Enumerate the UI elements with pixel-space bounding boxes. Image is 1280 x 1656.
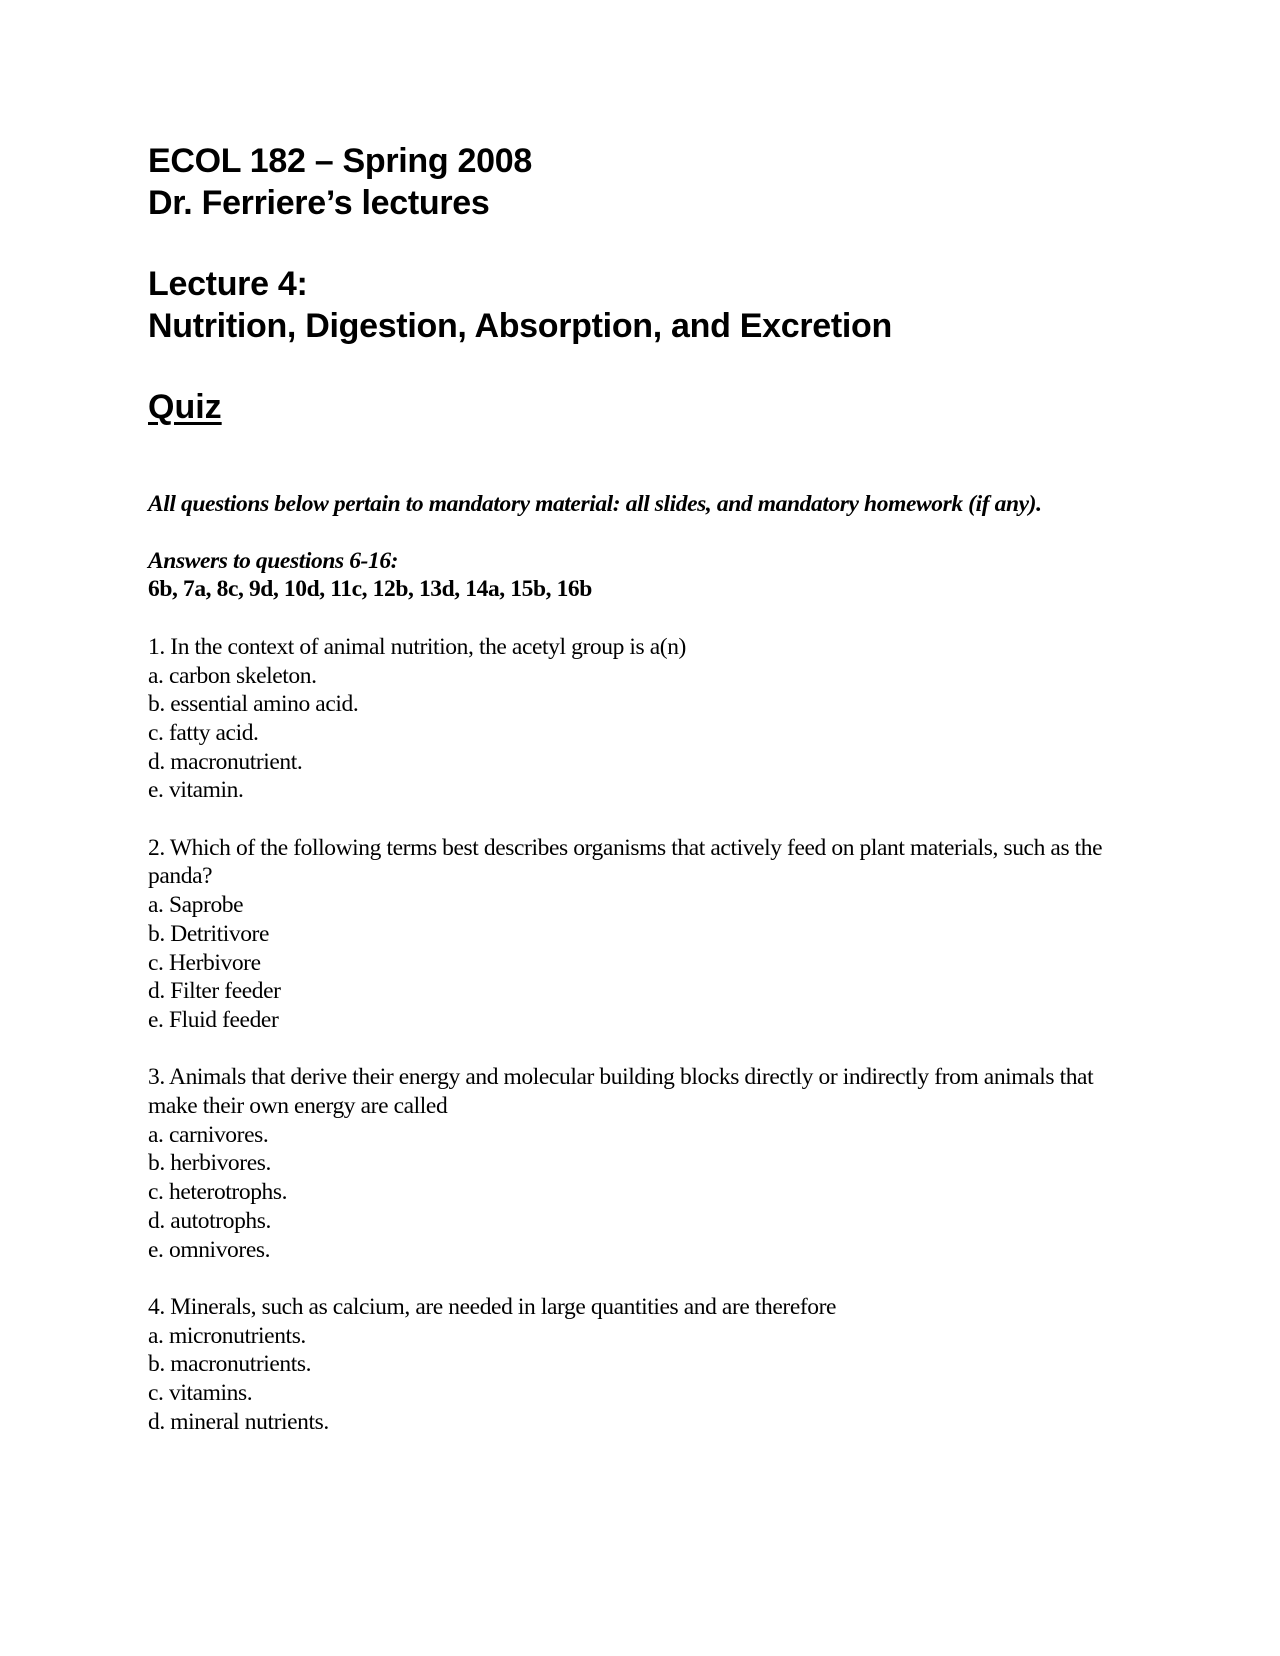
answer-option: c. vitamins. [148, 1380, 253, 1407]
answer-option: c. Herbivore [148, 949, 261, 976]
intro-note: All questions below pertain to mandatory material: all slides, and mandatory homework (if any). [148, 491, 1042, 517]
question-4 [148, 1293, 1108, 1437]
question-stem: 4. Minerals, such as calcium, are needed in large quantities and are therefore [148, 1293, 837, 1320]
answer-option: e. Fluid feeder [148, 1006, 279, 1033]
question-stem: 3. Animals that derive their energy and molecular building blocks directly or indirectly from animals that make their own energy are called [148, 1064, 1094, 1120]
question-1 [148, 633, 1108, 805]
lecture-title: Nutrition, Digestion, Absorption, and Excretion [148, 307, 892, 345]
answer-option: c. heterotrophs. [148, 1179, 288, 1206]
answer-option: b. herbivores. [148, 1150, 271, 1177]
question-stem: 2. Which of the following terms best describes organisms that actively feed on plant materials, such as the panda? [148, 834, 1103, 890]
answer-option: d. macronutrient. [148, 748, 303, 775]
answers-label: Answers to questions 6-16: [148, 547, 399, 574]
answer-option: b. macronutrients. [148, 1351, 312, 1378]
answer-option: b. essential amino acid. [148, 691, 359, 718]
answer-option: b. Detritivore [148, 920, 269, 947]
lecture-header [148, 263, 1108, 347]
lecture-number: Lecture 4: [148, 265, 308, 303]
answer-option: d. mineral nutrients. [148, 1408, 329, 1435]
answer-option: a. micronutrients. [148, 1322, 306, 1349]
question-3 [148, 1063, 1108, 1264]
answer-option: c. fatty acid. [148, 719, 259, 746]
document-page [148, 140, 1108, 1465]
answer-option: e. vitamin. [148, 777, 244, 804]
answer-option: e. omnivores. [148, 1236, 271, 1263]
lecturer-name: Dr. Ferriere’s lectures [148, 184, 490, 222]
course-title: ECOL 182 – Spring 2008 [148, 142, 532, 180]
answer-option: d. Filter feeder [148, 978, 281, 1005]
answer-option: a. carbon skeleton. [148, 662, 317, 689]
answer-key: 6b, 7a, 8c, 9d, 10d, 11c, 12b, 13d, 14a, 15b, 16b [148, 576, 592, 603]
question-stem: 1. In the context of animal nutrition, the acetyl group is a(n) [148, 633, 686, 660]
answer-option: d. autotrophs. [148, 1207, 271, 1234]
course-header [148, 140, 1108, 224]
question-2 [148, 834, 1108, 1035]
answer-option: a. carnivores. [148, 1121, 269, 1148]
section-title: Quiz [148, 388, 222, 426]
answer-option: a. Saprobe [148, 892, 244, 919]
